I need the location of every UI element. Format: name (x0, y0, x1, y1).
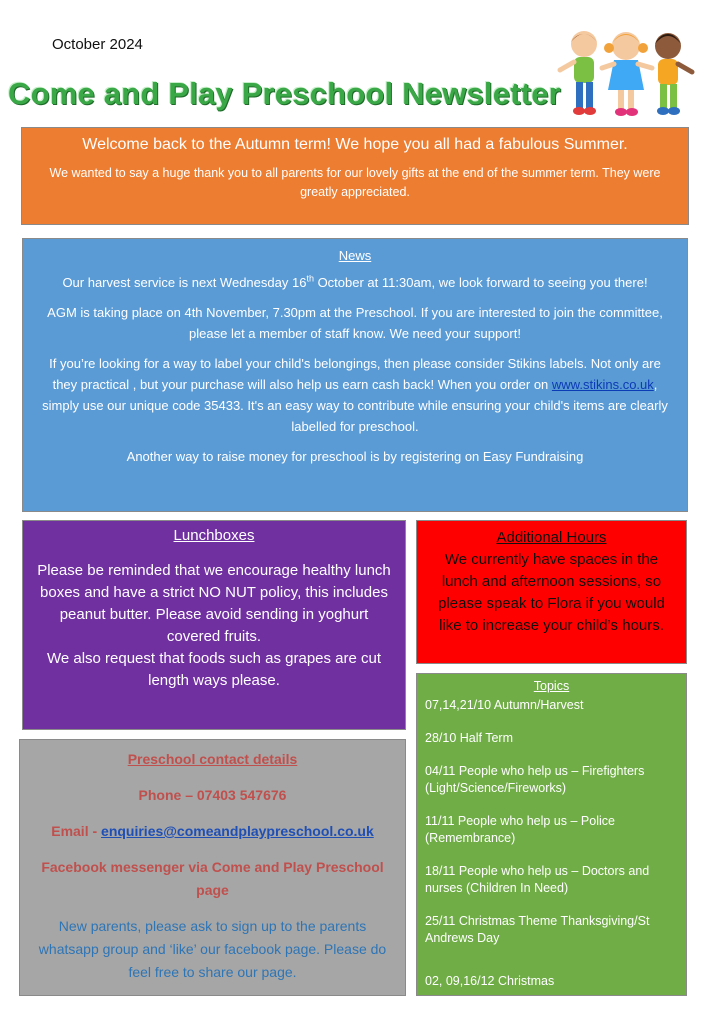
contact-email-link[interactable]: enquiries@comeandplaypreschool.co.uk (101, 823, 374, 839)
welcome-section (21, 127, 689, 225)
newsletter-date: October 2024 (52, 36, 143, 53)
welcome-heading: Welcome back to the Autumn term! We hope you all had a fabulous Summer. (82, 136, 628, 153)
news-harvest (37, 272, 673, 293)
contact-facebook: Facebook messenger via Come and Play Preschool page (41, 859, 384, 898)
topics-section (416, 673, 687, 996)
lunchboxes-section (22, 520, 406, 730)
topics-heading: Topics (533, 679, 570, 693)
contact-phone: Phone – 07403 547676 (138, 787, 287, 803)
additional-hours-text: We currently have spaces in the lunch and afternoon sessions, so please speak to Flora if you would like to increase your child’s hours. (438, 551, 665, 634)
contact-heading: Preschool contact details (127, 751, 298, 767)
stikins-link[interactable]: www.stikins.co.uk (551, 377, 654, 392)
news-stikins (37, 353, 673, 437)
news-heading: News (338, 248, 372, 263)
topic-item: 11/11 People who help us – Police (Remembrance) (425, 814, 615, 845)
news-harvest-a: Our harvest service is next Wednesday 16 (62, 275, 307, 290)
contact-new-parents: New parents, please ask to sign up to the parents whatsapp group and ‘like’ our facebook page. Please do feel free to share our page. (38, 918, 387, 980)
welcome-text: We wanted to say a huge thank you to all parents for our lovely gifts at the end of the summer term. They were greatly appreciated. (49, 166, 661, 199)
news-section (22, 238, 688, 512)
topic-item: 28/10 Half Term (425, 731, 514, 745)
contact-section (19, 739, 406, 996)
topic-item: 18/11 People who help us – Doctors and nurses (Children In Need) (425, 864, 650, 895)
newsletter-title: Come and Play Preschool Newsletter (8, 76, 561, 111)
lunchboxes-text-1: Please be reminded that we encourage healthy lunch boxes and have a strict NO NUT policy, this includes peanut butter. Please avoid sending in yoghurt covered fruits. (37, 562, 391, 645)
lunchboxes-text-2: We also request that foods such as grapes are cut length ways please. (46, 650, 382, 689)
contact-email-label: Email - (51, 823, 102, 839)
news-harvest-sup: th (306, 273, 314, 284)
news-agm: AGM is taking place on 4th November, 7.30pm at the Preschool. If you are interested to join the committee, please let a member of staff know. We need your support! (47, 305, 663, 341)
news-fundraising: Another way to raise money for preschool is by registering on Easy Fundraising (126, 449, 584, 464)
topics-list (425, 697, 678, 990)
news-harvest-b: October at 11:30am, we look forward to seeing you there! (313, 275, 648, 290)
news-stikins-a: If you’re looking for a way to label your child's belongings, then please consider Stikins labels. Not only are they practical , but your purchase will also help us earn cash back! When you order on (49, 356, 661, 392)
additional-hours-heading: Additional Hours (496, 529, 607, 546)
children-illustration (556, 22, 696, 122)
news-stikins-b: , simply use our unique code 35433. It's an easy way to contribute while ensuring your child's items are clearly labelled for preschool. (42, 377, 668, 434)
contact-email-row (30, 820, 395, 843)
topic-item: 07,14,21/10 Autumn/Harvest (425, 698, 584, 712)
additional-hours-section (416, 520, 687, 664)
lunchboxes-heading: Lunchboxes (173, 527, 255, 544)
topic-item: 25/11 Christmas Theme Thanksgiving/St Andrews Day (425, 914, 650, 945)
topic-item: 04/11 People who help us – Firefighters (Light/Science/Fireworks) (425, 764, 645, 795)
topic-item: 02, 09,16/12 Christmas (425, 974, 555, 988)
